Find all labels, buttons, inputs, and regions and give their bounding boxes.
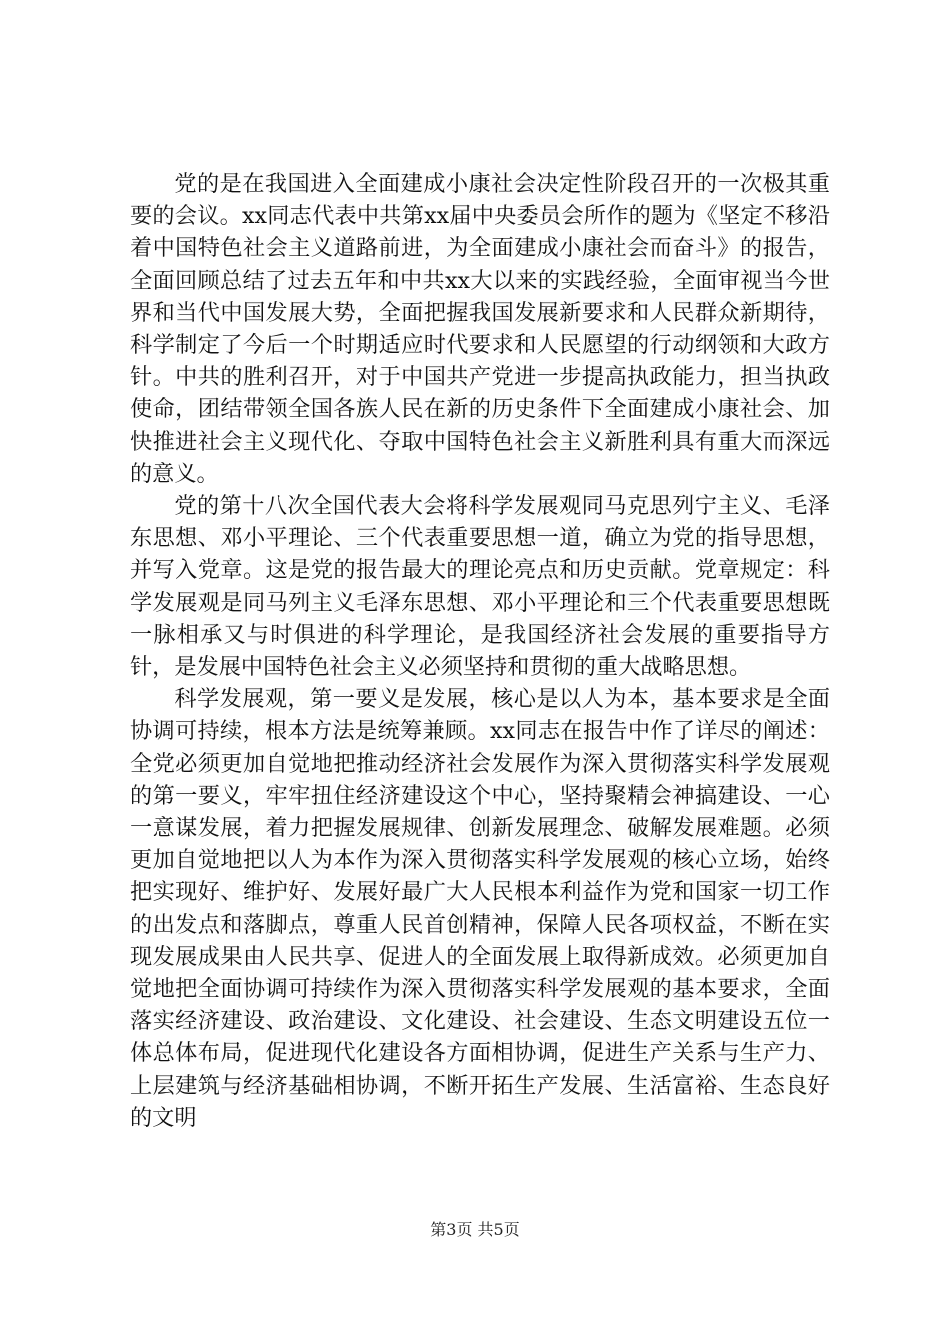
paragraph: 党的第十八次全国代表大会将科学发展观同马克思列宁主义、毛泽东思想、邓小平理论、三个代表重要思想一道，确立为党的指导思想，并写入党章。这是党的报告最大的理论亮点和历史贡献。党章规定：科学发展观是同马列主义毛泽东思想、邓小平理论和三个代表重要思想既一脉相承又与时俱进的科学理论，是我国经济社会发展的重要指导方针，是发展中国特色社会主义必须坚持和贯彻的重大战略思想。 [130, 493, 830, 681]
paragraph: 科学发展观，第一要义是发展，核心是以人为本，基本要求是全面协调可持续，根本方法是统筹兼顾。xx同志在报告中作了详尽的阐述：全党必须更加自觉地把推动经济社会发展作为深入贯彻落实科学发展观的第一要义，牢牢扭住经济建设这个中心，坚持聚精会神搞建设、一心一意谋发展，着力把握发展规律、创新发展理念、破解发展难题。必须更加自觉地把以人为本作为深入贯彻落实科学发展观的核心立场，始终把实现好、维护好、发展好最广大人民根本利益作为党和国家一切工作的出发点和落脚点，尊重人民首创精神，保障人民各项权益，不断在实现发展成果由人民共享、促进人的全面发展上取得新成效。必须更加自觉地把全面协调可持续作为深入贯彻落实科学发展观的基本要求，全面落实经济建设、政治建设、文化建设、社会建设、生态文明建设五位一体总体布局，促进现代化建设各方面相协调，促进生产关系与生产力、上层建筑与经济基础相协调，不断开拓生产发展、生活富裕、生态良好的文明 [130, 686, 830, 1131]
page-number-footer: 第3页 共5页 [430, 1220, 520, 1239]
paragraph: 党的是在我国进入全面建成小康社会决定性阶段召开的一次极其重要的会议。xx同志代表中共第xx届中央委员会所作的题为《坚定不移沿着中国特色社会主义道路前进，为全面建成小康社会而奋斗》的报告，全面回顾总结了过去五年和中共xx大以来的实践经验，全面审视当今世界和当代中国发展大势，全面把握我国发展新要求和人民群众新期待，科学制定了今后一个时期适应时代要求和人民愿望的行动纲领和大政方针。中共的胜利召开，对于中国共产党进一步提高执政能力，担当执政使命，团结带领全国各族人民在新的历史条件下全面建成小康社会、加快推进社会主义现代化、夺取中国特色社会主义新胜利具有重大而深远的意义。 [130, 171, 830, 487]
document-body [130, 168, 830, 1134]
